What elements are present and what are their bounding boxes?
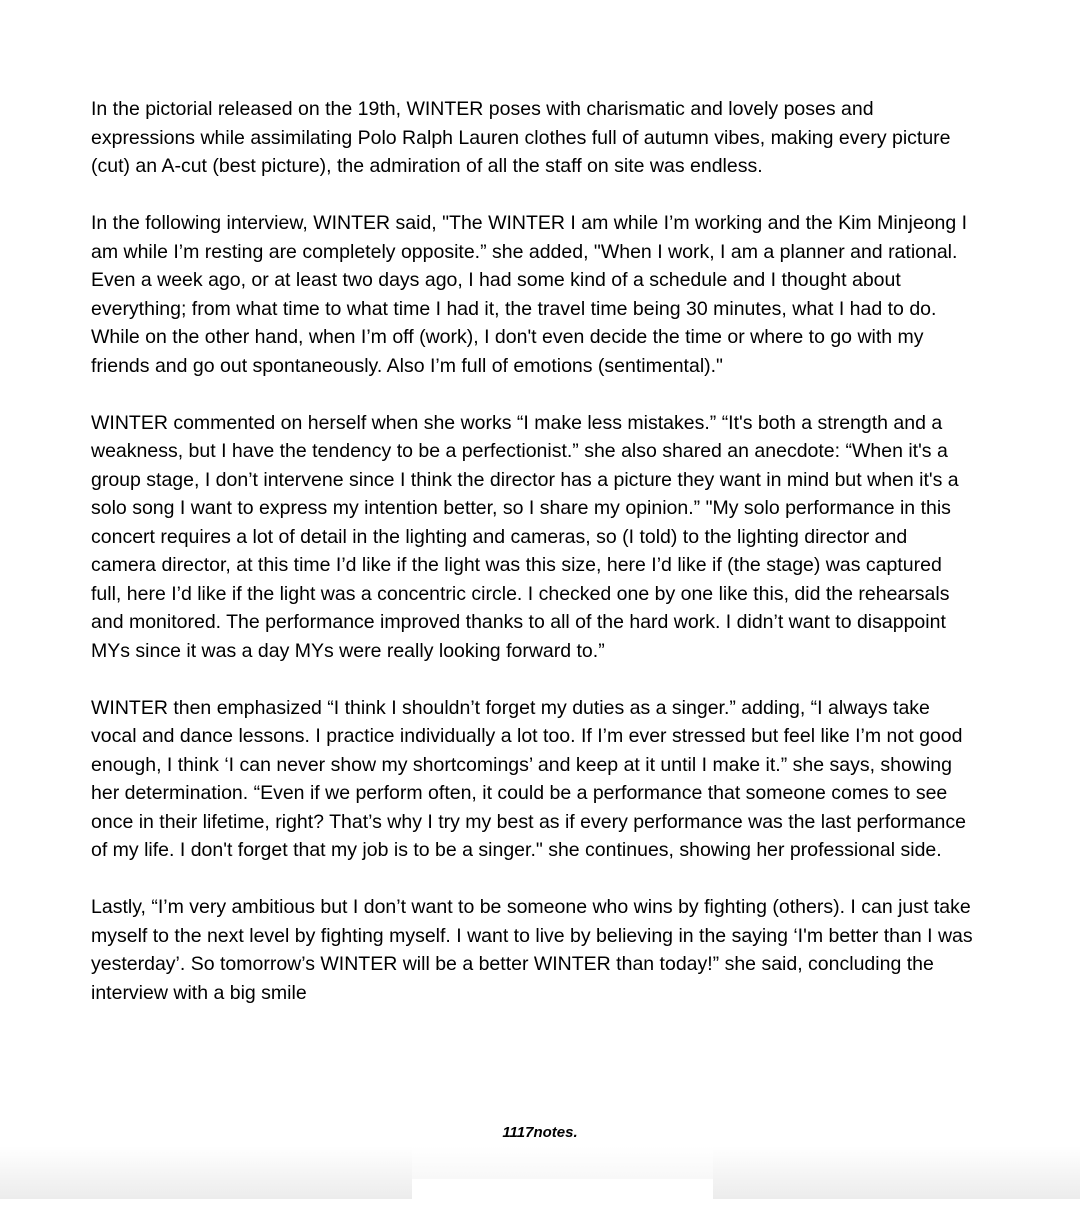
article-paragraph-3: WINTER commented on herself when she works “I make less mistakes.” “It's both a strength and a weakness, but I have the tendency to be a perfectionist.” she also shared an anecdote: “When it's a group stage, I don’t intervene since I think the director has a picture they want in mind but when it's a solo song I want to express my intention better, so I share my opinion.” "My solo performance in this concert requires a lot of detail in the lighting and cameras, so (I told) to the lighting director and camera director, at this time I’d like if the light was this size, here I’d like if (the stage) was captured full, here I’d like if the light was a concentric circle. I checked one by one like this, did the rehearsals and monitored. The performance improved thanks to all of the hard work. I didn’t want to disappoint MYs since it was a day MYs were really looking forward to.” xyxy=(91,411,959,662)
footer-blog-credit: 1117notes. xyxy=(502,1124,578,1141)
bottom-fade-center xyxy=(412,1146,713,1179)
article-paragraph-1: In the pictorial released on the 19th, WINTER poses with charismatic and lovely poses and expressions while assimilating Polo Ralph Lauren clothes full of autumn vibes, making every picture (cut) an A-cut (best picture), the admiration of all the staff on site was endless. xyxy=(91,98,951,177)
article-paragraph-4: WINTER then emphasized “I think I shouldn’t forget my duties as a singer.” adding, “I always take vocal and dance lessons. I practice individually a lot too. If I’m ever stressed but feel like I’m not good enough, I think ‘I can never show my shortcomings’ and keep at it until I make it.” she says, showing her determination. “Even if we perform often, it could be a performance that someone comes to see once in their lifetime, right? That’s why I try my best as if every performance was the last performance of my life. I don't forget that my job is to be a singer." she continues, showing her professional side. xyxy=(91,696,966,861)
article-paragraph-2: In the following interview, WINTER said, "The WINTER I am while I’m working and the Kim Minjeong I am while I’m resting are completely opposite.” she added, "When I work, I am a planner and rational. Even a week ago, or at least two days ago, I had some kind of a schedule and I thought about everything; from what time to what time I had it, the travel time being 30 minutes, what I had to do. While on the other hand, when I’m off (work), I don't even decide the time or where to go with my friends and go out spontaneously. Also I’m full of emotions (sentimental)." xyxy=(91,212,968,377)
bottom-fade-left xyxy=(0,1146,412,1199)
bottom-fade-right xyxy=(713,1146,1080,1199)
article-body xyxy=(91,95,973,1036)
article-paragraph-5: Lastly, “I’m very ambitious but I don’t want to be someone who wins by fighting (others). I can just take myself to the next level by fighting myself. I want to live by believing in the saying ‘I'm better than I was yesterday’. So tomorrow’s WINTER will be a better WINTER than today!” she said, concluding the interview with a big smile xyxy=(91,896,973,1004)
